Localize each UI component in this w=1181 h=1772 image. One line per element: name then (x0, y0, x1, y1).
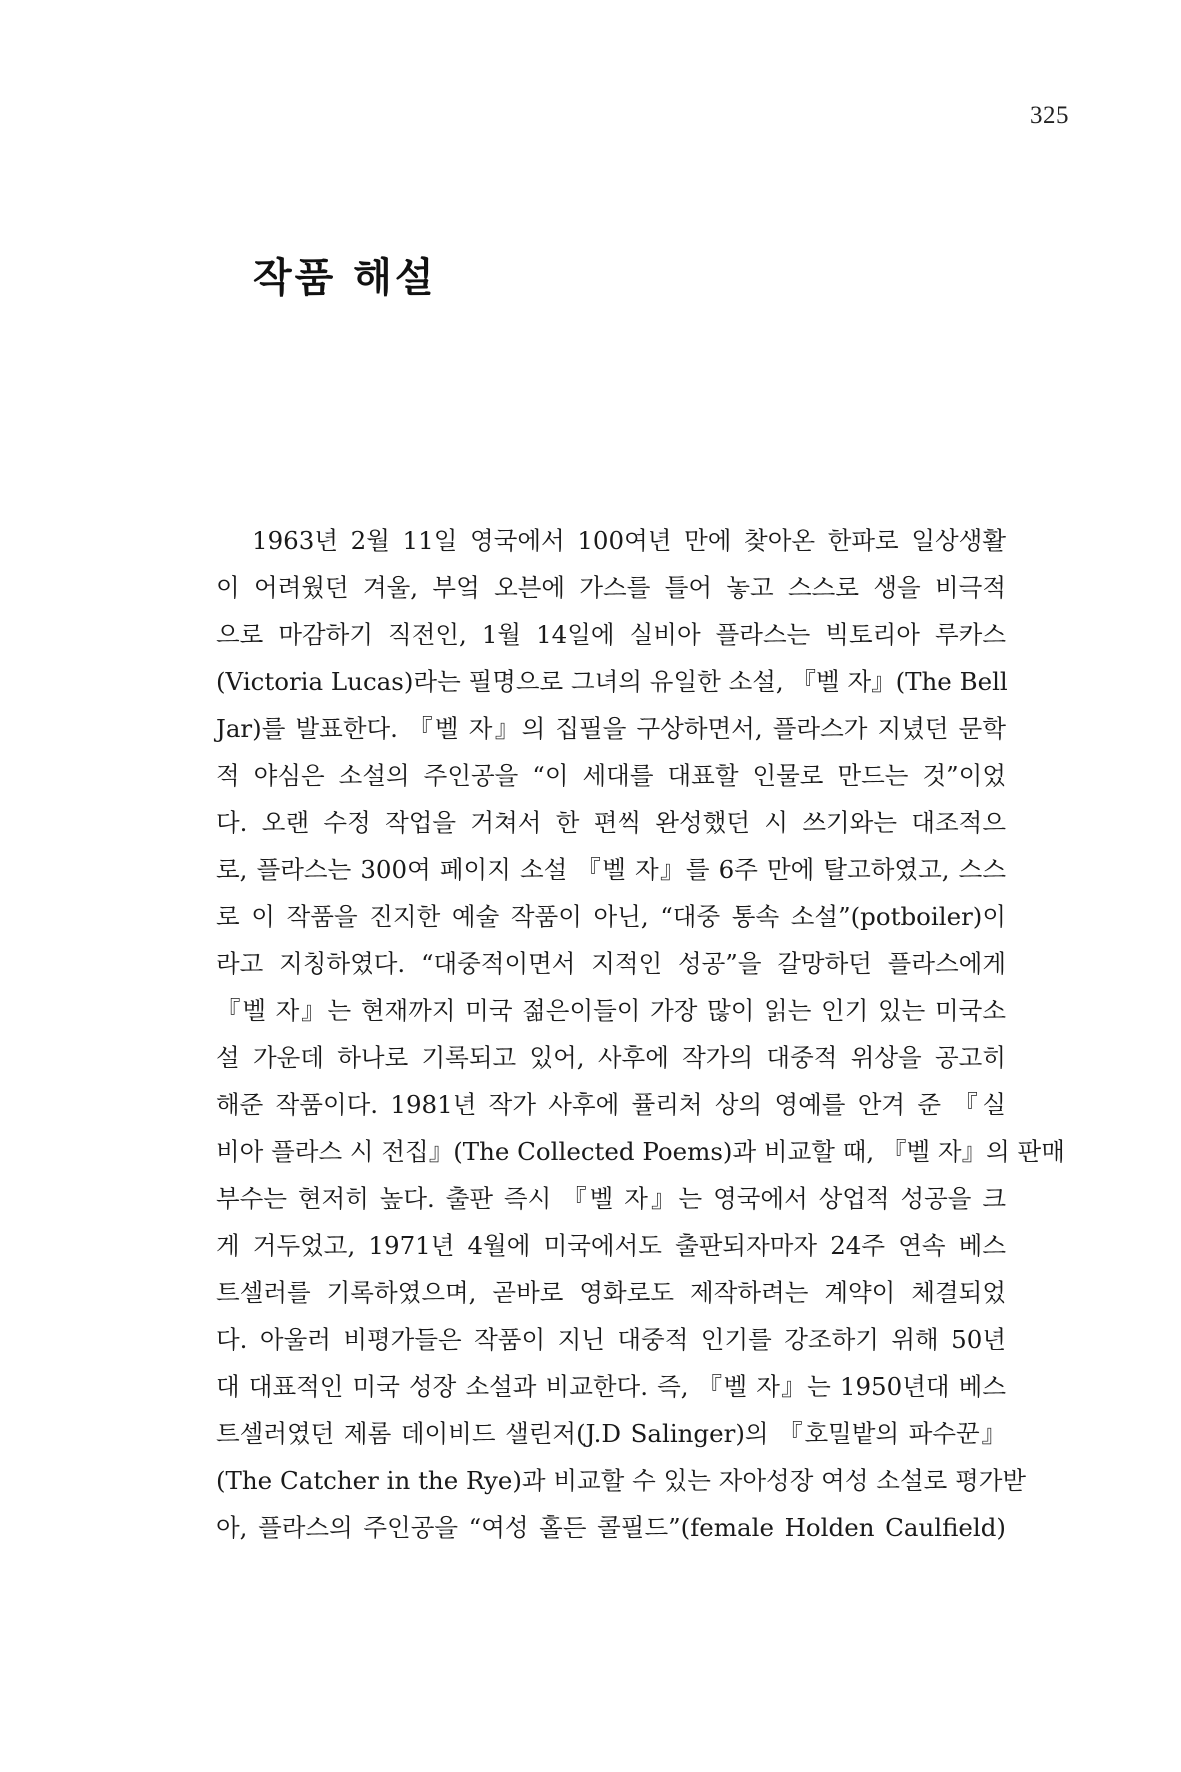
text-line: 로, 플라스는 300여 페이지 소설 『벨 자』를 6주 만에 탈고하였고, 스스 (216, 855, 1006, 884)
section-title: 작품 해설 (253, 255, 437, 301)
text-line: 설 가운데 하나로 기록되고 있어, 사후에 작가의 대중적 위상을 공고히 (216, 1043, 1006, 1072)
text-line: 대 대표적인 미국 성장 소설과 비교한다. 즉, 『벨 자』는 1950년대 베스 (216, 1372, 1006, 1401)
text-line: 로 이 작품을 진지한 예술 작품이 아닌, “대중 통속 소설”(potboiler)이 (216, 902, 1006, 931)
text-line: 『벨 자』는 현재까지 미국 젊은이들이 가장 많이 읽는 인기 있는 미국소 (216, 996, 1006, 1025)
text-line: 비아 플라스 시 전집』(The Collected Poems)과 비교할 때, 『벨 자』의 판매 (216, 1137, 1065, 1166)
text-line: (Victoria Lucas)라는 필명으로 그녀의 유일한 소설, 『벨 자』(The Bell (216, 667, 1008, 696)
text-line: 트셀러를 기록하였으며, 곧바로 영화로도 제작하려는 계약이 체결되었 (216, 1278, 1006, 1307)
page-number: 325 (1030, 102, 1069, 129)
text-line: 적 야심은 소설의 주인공을 “이 세대를 대표할 인물로 만드는 것”이었 (216, 761, 1006, 790)
text-line: 1963년 2월 11일 영국에서 100여년 만에 찾아온 한파로 일상생활 (252, 526, 1006, 555)
text-line: 이 어려웠던 겨울, 부엌 오븐에 가스를 틀어 놓고 스스로 생을 비극적 (216, 573, 1006, 602)
text-line: 아, 플라스의 주인공을 “여성 홀든 콜필드”(female Holden Caulfield) (216, 1513, 1006, 1542)
text-line: 으로 마감하기 직전인, 1월 14일에 실비아 플라스는 빅토리아 루카스 (216, 620, 1006, 649)
text-line: 게 거두었고, 1971년 4월에 미국에서도 출판되자마자 24주 연속 베스 (216, 1231, 1006, 1260)
text-line: 부수는 현저히 높다. 출판 즉시 『벨 자』는 영국에서 상업적 성공을 크 (216, 1184, 1006, 1213)
text-line: (The Catcher in the Rye)과 비교할 수 있는 자아성장 여성 소설로 평가받 (216, 1466, 1027, 1495)
text-line: 라고 지칭하였다. “대중적이면서 지적인 성공”을 갈망하던 플라스에게 (216, 949, 1006, 978)
text-line: 트셀러였던 제롬 데이비드 샐린저(J.D Salinger)의 『호밀밭의 파수꾼』 (216, 1419, 1006, 1448)
text-line: 해준 작품이다. 1981년 작가 사후에 퓰리처 상의 영예를 안겨 준 『실 (216, 1090, 1006, 1119)
text-line: Jar)를 발표한다. 『벨 자』의 집필을 구상하면서, 플라스가 지녔던 문학 (216, 714, 1006, 743)
text-line: 다. 아울러 비평가들은 작품이 지닌 대중적 인기를 강조하기 위해 50년 (216, 1325, 1006, 1354)
text-line: 다. 오랜 수정 작업을 거쳐서 한 편씩 완성했던 시 쓰기와는 대조적으 (216, 808, 1006, 837)
body-text (216, 517, 1065, 1551)
